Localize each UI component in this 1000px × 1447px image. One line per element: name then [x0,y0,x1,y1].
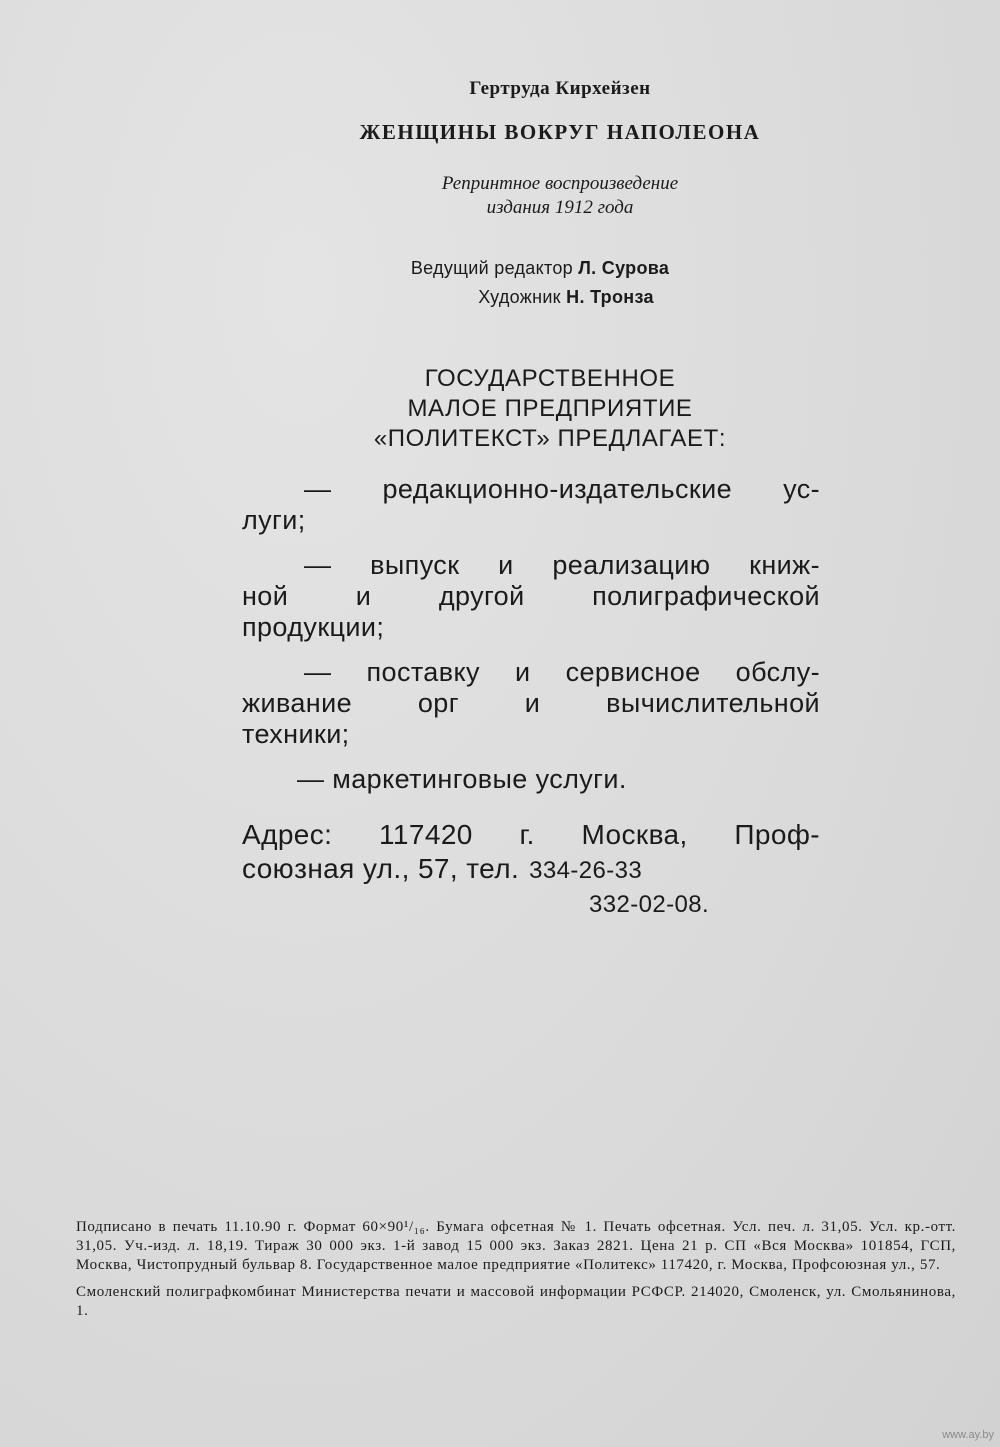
artist-name: Н. Тронза [566,287,654,307]
editor-role: Ведущий редактор [410,258,573,278]
reprint-line-1: Репринтное воспроизведение [441,173,679,194]
artist-credit [0,283,1000,312]
contact-address [242,818,820,922]
service-line: — выпуск и реализацию книж- [304,550,820,580]
address-line-1: Адрес: 117420 г. Москва, Проф- [242,819,820,850]
service-line: — поставку и сервисное обслу- [304,657,820,687]
service-line: техники; [242,719,350,749]
reprint-line-2: издания 1912 года [486,197,634,218]
credits-block [0,254,1000,312]
phone-number-1: 334-26-33 [529,857,643,884]
imprint-printer: Смоленский полиграфкомбинат Министерства печати и массовой информации РСФСР. 214020, Смоленск, ул. Смольянинова, 1. [76,1284,956,1319]
service-item [242,550,820,643]
site-watermark: www.ay.by [942,1429,994,1441]
service-item [242,657,820,750]
imprint-block [76,1218,956,1329]
service-line: ной и другой полиграфической [242,581,820,611]
offer-heading-line-2: МАЛОЕ ПРЕДПРИЯТИЕ [407,395,693,422]
book-title: ЖЕНЩИНЫ ВОКРУГ НАПОЛЕОНА [359,120,761,144]
service-line: живание орг и вычислительной [242,688,820,718]
service-line: продукции; [242,612,385,642]
service-line: — редакционно-издательские ус- [304,474,820,504]
service-item [242,764,820,795]
imprint-print-details: Подписано в печать 11.10.90 г. Формат 60×90¹/₁₆. Бумага офсетная № 1. Печать офсетная. Усл. печ. л. 31,05. Усл. кр.-отт. 31,05. Уч.-изд. л. 18,19. Тираж 30 000 экз. 1-й завод 15 000 экз. Заказ 2821. Цена 21 р. СП «Вся Москва» 101854, ГСП, Москва, Чистопрудный бульвар 8. Государственное малое предприятие «Политекс» 117420, г. Москва, Профсоюзная ул., 57. [76,1219,956,1273]
offer-heading [0,364,1000,454]
artist-role: Художник [478,287,561,307]
service-line: луги; [242,505,306,535]
address-line-2 [242,852,820,888]
services-list [242,474,820,809]
editor-name: Л. Сурова [578,258,670,278]
service-line: — маркетинговые услуги. [297,764,627,794]
address-street: союзная ул., 57, тел. [242,853,520,884]
editor-credit [0,254,1000,283]
author-name: Гертруда Кирхейзен [469,78,651,99]
reprint-note [0,172,1000,220]
service-item [242,474,820,536]
offer-heading-line-1: ГОСУДАРСТВЕННОЕ [424,365,676,392]
phone-number-2: 332-02-08. [589,891,710,918]
offer-heading-line-3: «ПОЛИТЕКСТ» ПРЕДЛАГАЕТ: [373,425,727,452]
